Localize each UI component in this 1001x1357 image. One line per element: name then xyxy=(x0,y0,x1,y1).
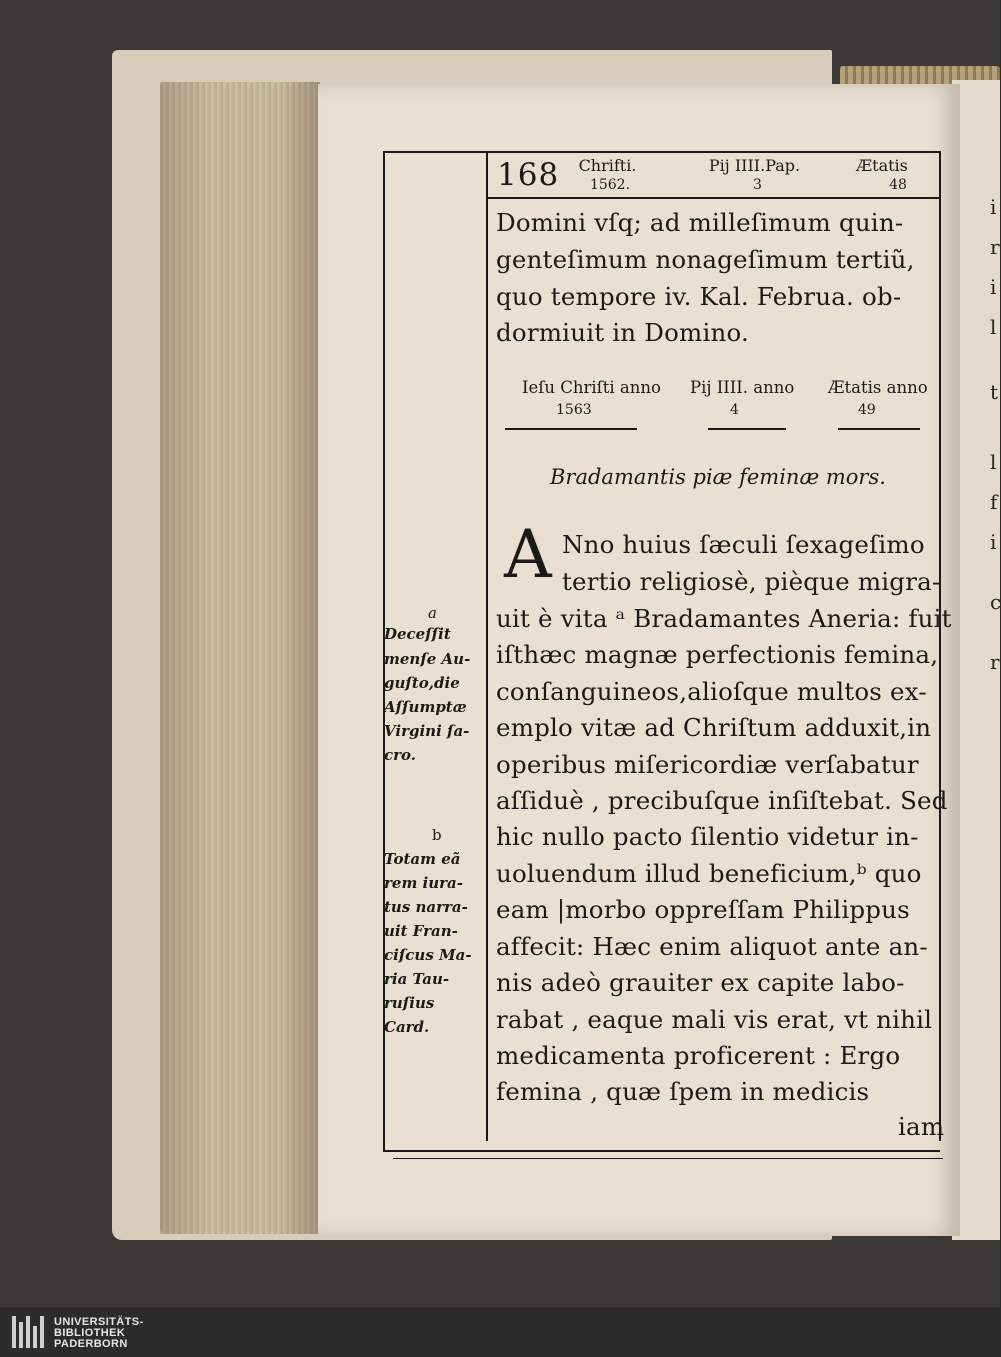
facing-letter: r xyxy=(990,650,1000,674)
library-logo-line: PADERBORN xyxy=(54,1338,128,1350)
header-christi-label: Chrifti. xyxy=(578,156,637,175)
text-line: conſanguineos,alioſque multos ex- xyxy=(496,677,927,706)
frame-bottom-rule-outer xyxy=(393,1158,943,1159)
drop-cap: A xyxy=(504,516,552,593)
text-line: nis adeò grauiter ex capite labo- xyxy=(496,968,905,997)
facing-letter: i xyxy=(990,195,997,219)
facing-letter: l xyxy=(990,315,997,339)
marginal-note-line: guſto,die xyxy=(384,674,460,692)
year-table-pope-label: Pij IIII. anno xyxy=(690,378,795,397)
marginal-note-line: ciſcus Ma- xyxy=(384,946,472,964)
text-line: emplo vitæ ad Chriſtum adduxit,in xyxy=(496,713,932,742)
year-table-rule xyxy=(505,428,637,430)
frame-bottom-rule xyxy=(383,1150,940,1152)
text-line: Nno huius ſæculi ſexageſimo xyxy=(562,530,925,559)
facing-letter: f xyxy=(990,490,998,514)
text-line: operibus miſericordiæ verſabatur xyxy=(496,750,919,779)
year-table-rule xyxy=(708,428,786,430)
header-aetatis-label: Ætatis xyxy=(856,156,908,175)
year-table-aetatis-label: Ætatis anno xyxy=(828,378,928,397)
marginal-note-line: Virgini ſa- xyxy=(384,722,470,740)
header-christi-year: 1562. xyxy=(589,177,631,193)
marginal-note-line: ria Tau- xyxy=(384,970,450,988)
facing-letter: c xyxy=(990,590,1001,614)
text-line: medicamenta proficerent : Ergo xyxy=(496,1041,901,1070)
text-line: eam |morbo oppreſſam Philippus xyxy=(496,895,910,924)
text-line: Domini vſq; ad milleſimum quin- xyxy=(496,208,904,237)
library-logo-line: BIBLIOTHEK xyxy=(54,1327,126,1339)
frame-right-rule xyxy=(939,151,941,1141)
page-number: 168 xyxy=(497,157,560,193)
year-table-rule xyxy=(838,428,920,430)
text-line: quo tempore iv. Kal. Februa. ob- xyxy=(496,282,902,311)
header-pope-year: 3 xyxy=(753,177,762,193)
column-divider-rule xyxy=(486,151,488,1141)
text-line: iſthæc magnæ perfectionis femina, xyxy=(496,640,939,669)
marginal-note-line: Card. xyxy=(384,1018,430,1036)
year-table-christi-value: 1563 xyxy=(556,402,592,418)
marginal-note-a-mark: a xyxy=(428,604,437,622)
text-line: genteſimum nonageſimum tertiũ, xyxy=(496,245,915,274)
year-table-christi-label: Ieſu Chriſti anno xyxy=(522,378,661,397)
text-line: rabat , eaque mali vis erat, vt nihil xyxy=(496,1005,933,1034)
marginal-note-line: ruſius xyxy=(384,994,435,1012)
text-line: hic nullo pacto ſilentio videtur in- xyxy=(496,822,919,851)
marginal-note-line: cro. xyxy=(384,746,416,764)
text-line: femina , quæ ſpem in medicis xyxy=(496,1077,870,1106)
section-title: Bradamantis piæ feminæ mors. xyxy=(550,465,886,489)
facing-letter: l xyxy=(990,450,997,474)
marginal-note-line: Totam eã xyxy=(384,850,461,868)
marginal-note-line: rem iura- xyxy=(384,874,463,892)
facing-letter: r xyxy=(990,235,1000,259)
marginal-note-line: uit Fran- xyxy=(384,922,458,940)
text-line: uit è vita ᵃ Bradamantes Aneria: fuit xyxy=(496,604,952,633)
catchword: iam xyxy=(898,1112,945,1141)
library-logo-line: UNIVERSITÄTS- xyxy=(54,1316,144,1328)
text-line: aſſiduè , precibuſque inſiſtebat. Sed xyxy=(496,786,948,815)
year-table-pope-value: 4 xyxy=(730,402,739,418)
text-line: uoluendum illud beneficium,ᵇ quo xyxy=(496,859,922,888)
text-line: dormiuit in Domino. xyxy=(496,318,750,347)
library-logo-icon xyxy=(12,1316,48,1348)
year-table-aetatis-value: 49 xyxy=(858,402,876,418)
frame-top-rule xyxy=(383,151,940,153)
marginal-note-line: tus narra- xyxy=(384,898,468,916)
marginal-note-line: menſe Au- xyxy=(384,650,471,668)
marginal-note-b-mark: b xyxy=(432,826,442,844)
header-pope-label: Pij IIII.Pap. xyxy=(708,156,801,175)
facing-letter: t xyxy=(990,380,999,404)
text-line: tertio religiosè, pièque migra- xyxy=(562,567,941,596)
header-aetatis-value: 48 xyxy=(889,177,907,193)
text-line: affecit: Hæc enim aliquot ante an- xyxy=(496,932,928,961)
marginal-note-line: Deceſſit xyxy=(384,625,451,643)
facing-letter: i xyxy=(990,530,997,554)
marginal-note-line: Aſſumptæ xyxy=(384,698,467,716)
facing-letter: i xyxy=(990,275,997,299)
header-bottom-rule xyxy=(486,197,939,199)
library-footer xyxy=(0,1307,1000,1357)
